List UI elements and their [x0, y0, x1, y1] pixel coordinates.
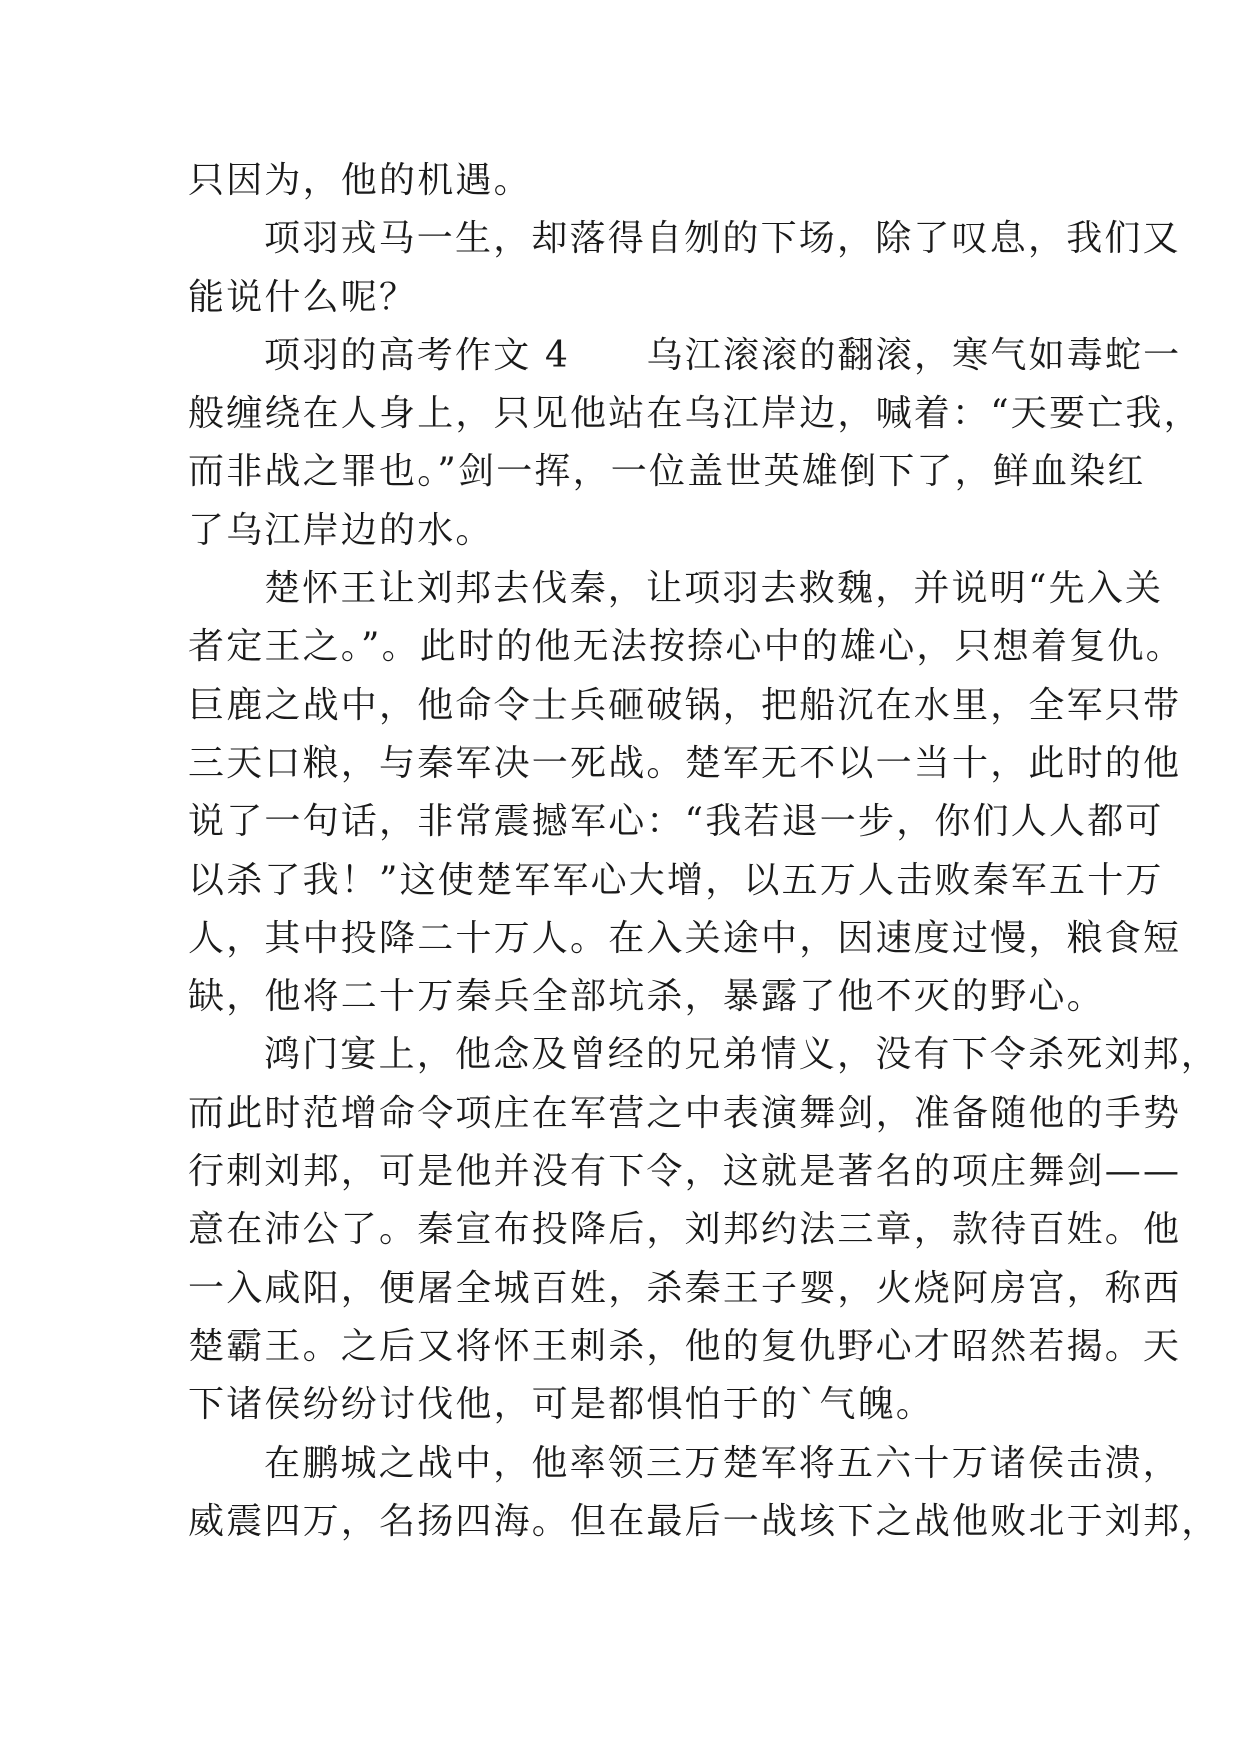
text-line: 人，其中投降二十万人。在入关途中，因速度过慢，粮食短: [188, 917, 1182, 959]
text-line: 以杀了我！”这使楚军军心大增，以五万人击败秦军五十万: [188, 859, 1164, 901]
text-line: 行刺刘邦，可是他并没有下令，这就是著名的项庄舞剑——: [188, 1151, 1182, 1193]
text-line: 意在沛公了。秦宣布投降后，刘邦约法三章，款待百姓。他: [188, 1209, 1182, 1251]
text-line: 下诸侯纷纷讨伐他，可是都惧怕于的`气魄。: [188, 1384, 935, 1426]
text-line: 楚霸王。之后又将怀王刺杀，他的复仇野心才昭然若揭。天: [188, 1325, 1182, 1367]
paragraph: [188, 152, 1088, 210]
body-text: [188, 152, 1220, 1551]
text-line: 项羽的高考作文 4 乌江滚滚的翻滚，寒气如毒蛇一: [264, 334, 1182, 376]
text-line: 威震四万，名扬四海。但在最后一战垓下之战他败北于刘邦，: [188, 1500, 1220, 1542]
paragraph: [188, 560, 1184, 1026]
text-line: 只因为，他的机遇。: [188, 160, 532, 201]
text-line: 而此时范增命令项庄在军营之中表演舞剑，准备随他的手势: [188, 1092, 1182, 1134]
text-line: 巨鹿之战中，他命令士兵砸破锅，把船沉在水里，全军只带: [188, 684, 1182, 726]
text-line: 者定王之。”。此时的他无法按捺心中的雄心，只想着复仇。: [188, 626, 1184, 668]
text-line: 而非战之罪也。”剑一挥，一位盖世英雄倒下了，鲜血染红: [188, 451, 1146, 493]
text-line: 能说什么呢？: [188, 276, 418, 318]
paragraph: [188, 1026, 1220, 1434]
text-line: 了乌江岸边的水。: [188, 509, 494, 551]
text-line: 三天口粮，与秦军决一死战。楚军无不以一当十，此时的他: [188, 742, 1182, 784]
text-line: 缺，他将二十万秦兵全部坑杀，暴露了他不灭的野心。: [188, 976, 1105, 1018]
text-line: 楚怀王让刘邦去伐秦，让项羽去救魏，并说明“先入关: [264, 568, 1164, 610]
text-line: 项羽戎马一生，却落得自刎的下场，除了叹息，我们又: [264, 218, 1181, 260]
text-line: 一入咸阳，便屠全城百姓，杀秦王子婴，火烧阿房宫，称西: [188, 1267, 1182, 1309]
text-line: 说了一句话，非常震撼军心：“我若退一步，你们人人都可: [188, 801, 1164, 843]
text-line: 在鹏城之战中，他率领三万楚军将五六十万诸侯击溃，: [264, 1442, 1181, 1484]
paragraph: [188, 327, 1202, 560]
paragraph: [188, 210, 1181, 327]
text-line: 般缠绕在人身上，只见他站在乌江岸边，喊着：“天要亡我，: [188, 393, 1202, 435]
text-line: 鸿门宴上，他念及曾经的兄弟情义，没有下令杀死刘邦，: [264, 1034, 1220, 1076]
paragraph: [188, 1435, 1220, 1552]
